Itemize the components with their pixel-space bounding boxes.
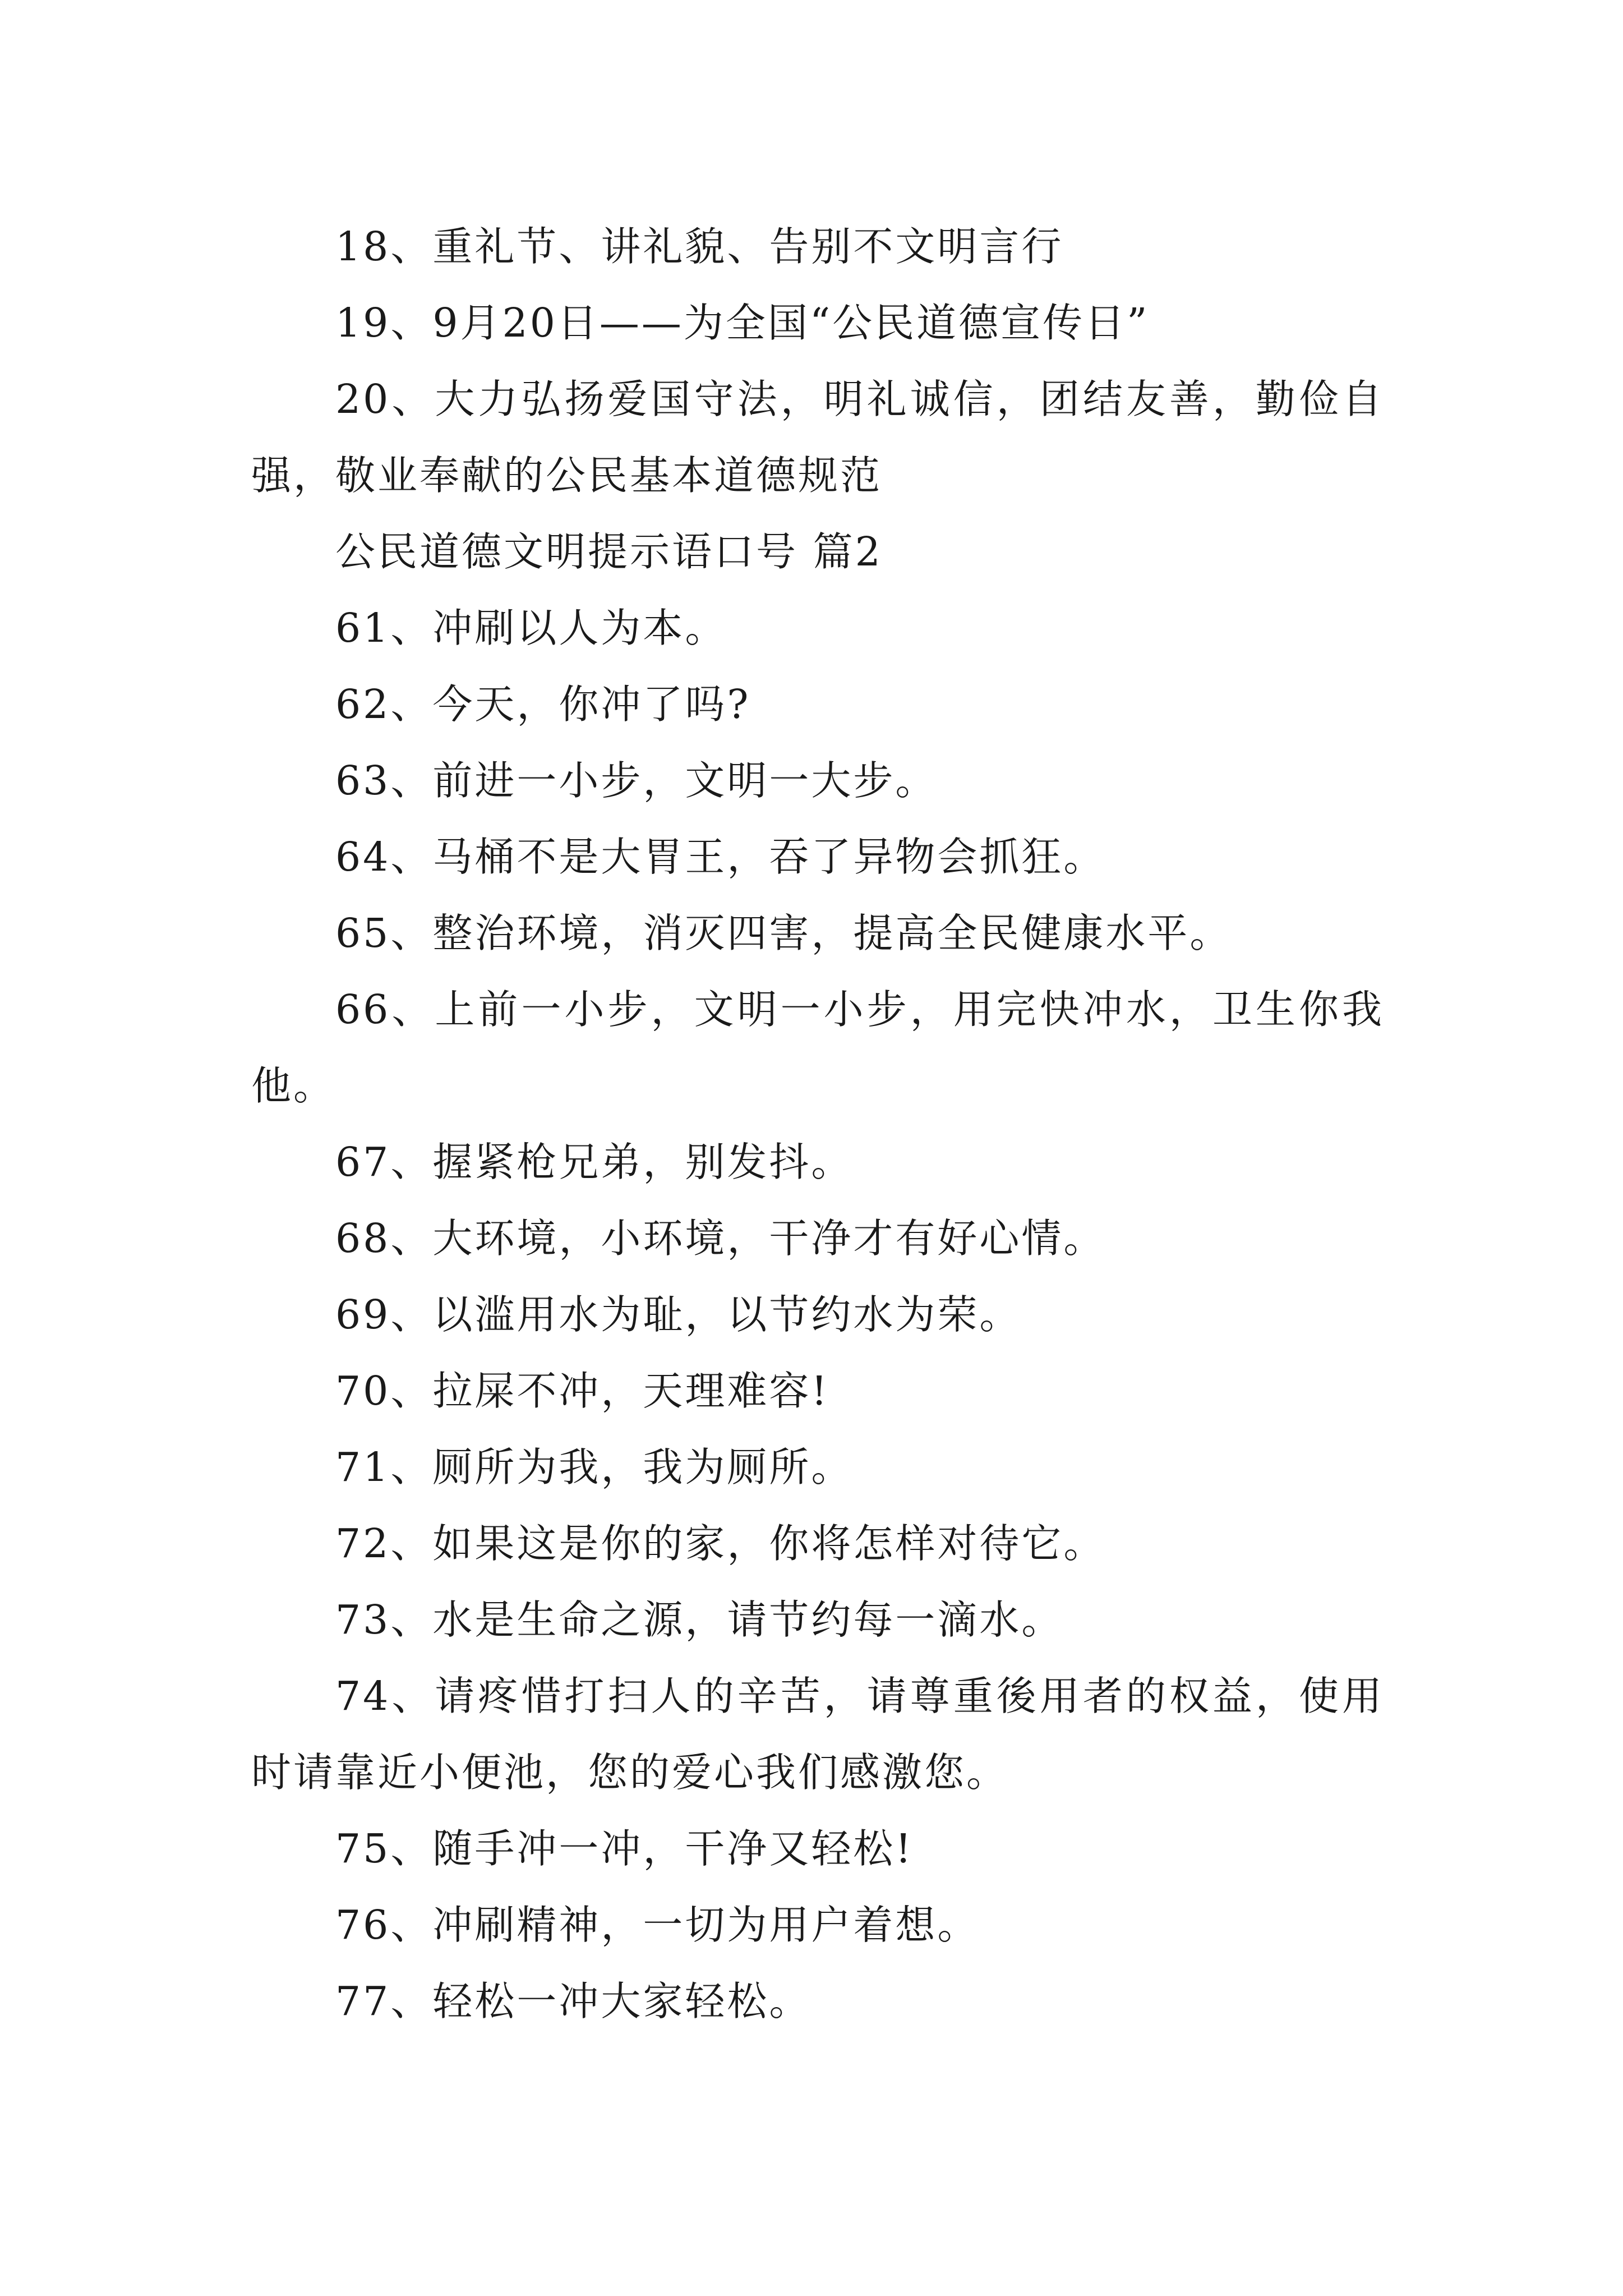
paragraph-72: 72、如果这是你的家，你将怎样对待它。 bbox=[335, 1520, 1106, 1567]
paragraph-65: 65、整治环境，消灭四害，提高全民健康水平。 bbox=[335, 910, 1232, 956]
document-body bbox=[251, 209, 1384, 2040]
paragraph-73: 73、水是生命之源，请节约每一滴水。 bbox=[335, 1596, 1064, 1643]
paragraph-70: 70、拉屎不冲，天理难容! bbox=[335, 1368, 829, 1414]
paragraph-18: 18、重礼节、讲礼貌、告别不文明言行 bbox=[335, 223, 1064, 270]
paragraph-66: 66、上前一小步，文明一小步，用完快冲水，卫生你我他。 bbox=[251, 986, 1384, 1109]
paragraph-75: 75、随手冲一冲，干净又轻松! bbox=[335, 1825, 914, 1872]
paragraph-61: 61、冲刷以人为本。 bbox=[335, 605, 727, 651]
paragraph-62: 62、今天，你冲了吗? bbox=[335, 681, 751, 728]
paragraph-19: 19、9月20日——为全国“公民道德宣传日” bbox=[335, 300, 1150, 346]
paragraph-69: 69、以滥用水为耻，以节约水为荣。 bbox=[335, 1291, 1022, 1338]
paragraph-67: 67、握紧枪兄弟，别发抖。 bbox=[335, 1139, 854, 1185]
paragraph-74: 74、请疼惜打扫人的辛苦，请尊重後用者的权益，使用时请靠近小便池，您的爱心我们感激您。 bbox=[251, 1673, 1384, 1796]
paragraph-68: 68、大环境，小环境，干净才有好心情。 bbox=[335, 1215, 1106, 1262]
paragraph-20: 20、大力弘扬爱国守法，明礼诚信，团结友善，勤俭自强，敬业奉献的公民基本道德规范 bbox=[251, 376, 1384, 499]
paragraph-64: 64、马桶不是大胃王，吞了异物会抓狂。 bbox=[335, 834, 1106, 880]
paragraph-63: 63、前进一小步，文明一大步。 bbox=[335, 757, 938, 804]
section-heading: 公民道德文明提示语口号 篇2 bbox=[335, 528, 883, 575]
paragraph-71: 71、厕所为我，我为厕所。 bbox=[335, 1444, 854, 1490]
paragraph-77: 77、轻松一冲大家轻松。 bbox=[335, 1978, 811, 2024]
paragraph-76: 76、冲刷精神，一切为用户着想。 bbox=[335, 1902, 980, 1948]
